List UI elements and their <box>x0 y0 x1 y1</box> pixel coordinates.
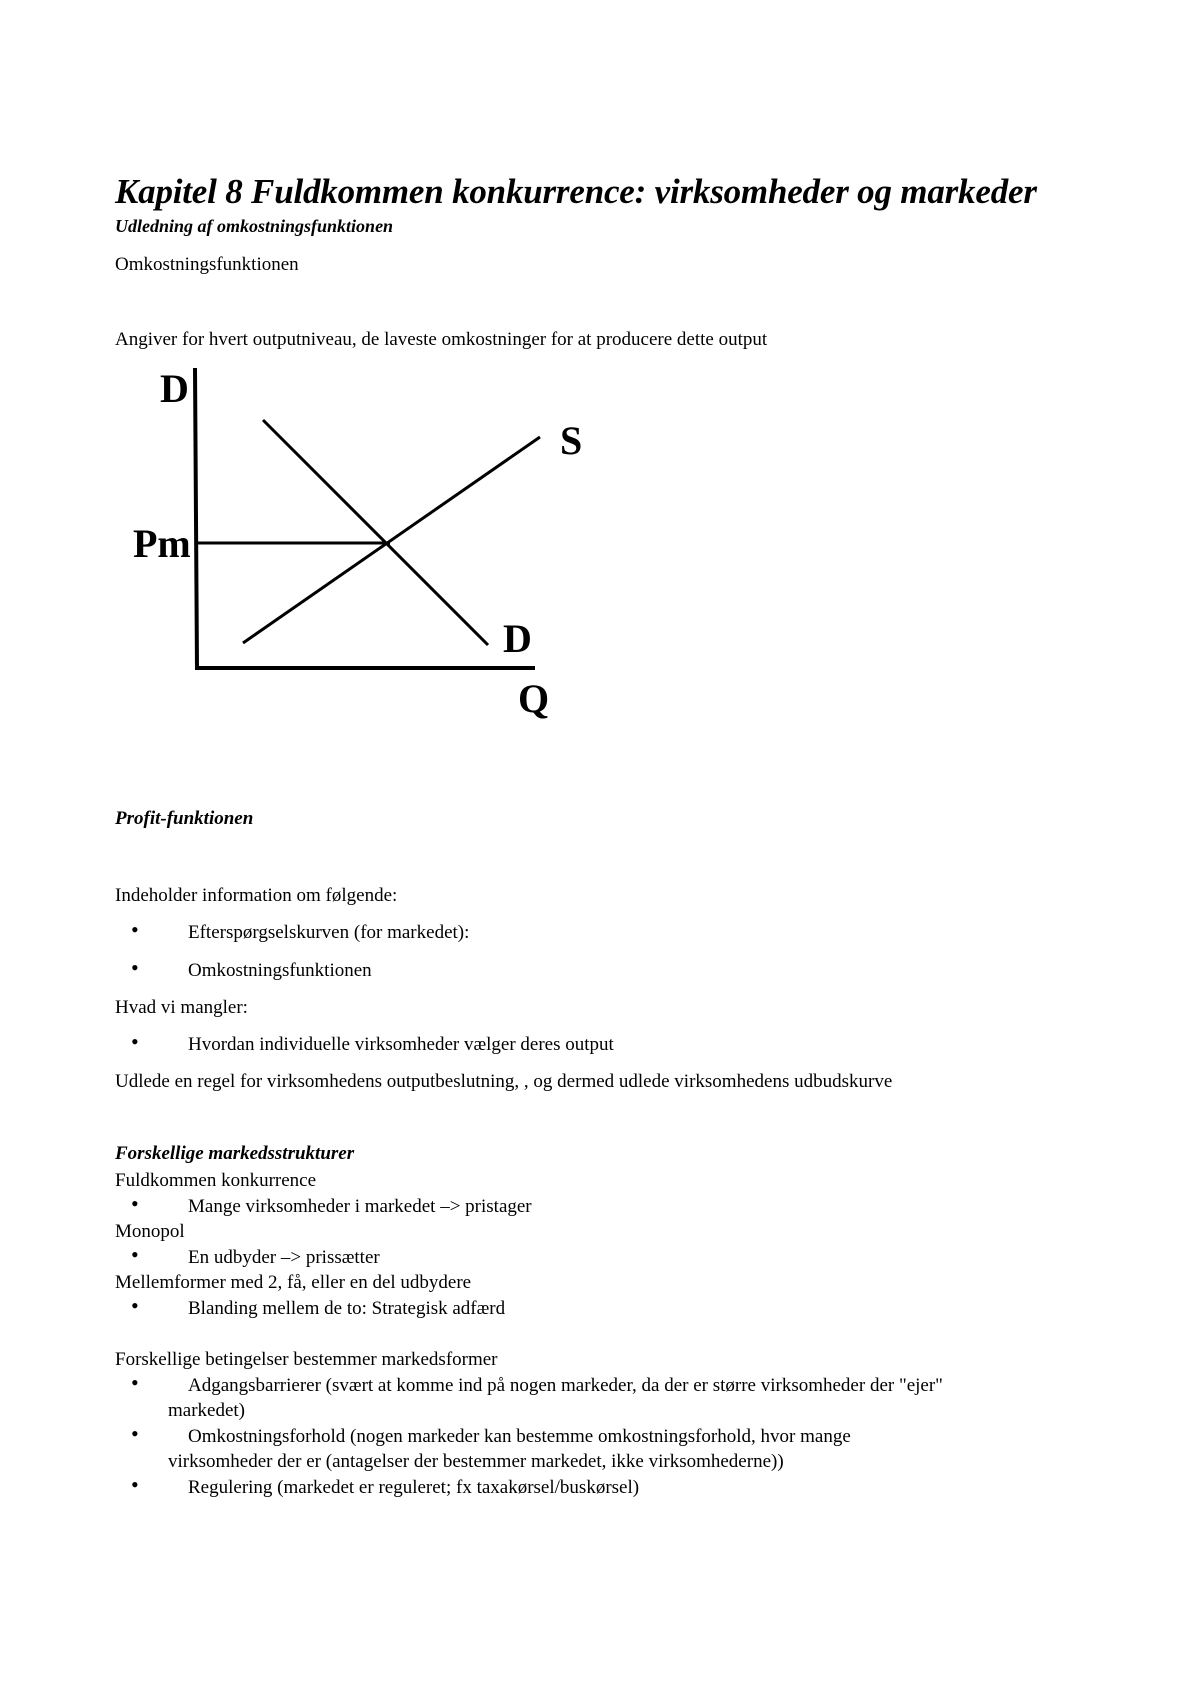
conditions-heading: Forskellige betingelser bestemmer markedsformer <box>115 1349 498 1370</box>
price-label: Pm <box>133 521 191 566</box>
bullet-symbol: • <box>131 1191 139 1216</box>
supply-curve <box>243 437 540 643</box>
demand-curve <box>263 420 488 645</box>
list-item: Hvordan individuelle virksomheder vælger deres output <box>188 1034 614 1055</box>
term-cost-function: Omkostningsfunktionen <box>115 254 299 275</box>
list-item: Blanding mellem de to: Strategisk adfærd <box>188 1298 506 1319</box>
bullet-symbol: • <box>131 1293 139 1318</box>
bullet-symbol: • <box>131 1370 139 1395</box>
section-heading-cost-function: Udledning af omkostningsfunktionen <box>115 216 394 236</box>
profit-intro: Indeholder information om følgende: <box>115 885 398 906</box>
section-heading-profit-function: Profit-funktionen <box>115 808 254 829</box>
list-item: Omkostningsforhold (nogen markeder kan bestemme omkostningsforhold, hvor mange <box>188 1426 851 1447</box>
bullet-symbol: • <box>131 955 139 980</box>
conclusion-text: Udlede en regel for virksomhedens outputbeslutning, , og dermed udlede virksomhedens udbudskurve <box>115 1071 893 1092</box>
section-heading-market-structures: Forskellige markedsstrukturer <box>115 1143 355 1164</box>
y-axis <box>195 368 197 670</box>
structure-name: Monopol <box>115 1221 185 1242</box>
bullet-symbol: • <box>131 917 139 942</box>
supply-demand-figure <box>125 360 605 730</box>
list-item: Omkostningsfunktionen <box>188 960 372 981</box>
list-item: Adgangsbarrierer (svært at komme ind på nogen markeder, da der er større virksomheder der "ejer" <box>188 1375 943 1396</box>
page-title: Kapitel 8 Fuldkommen konkurrence: virksomheder og markeder <box>115 172 1037 211</box>
x-axis-label: Q <box>518 676 550 721</box>
bullet-symbol: • <box>131 1421 139 1446</box>
list-item-continuation: virksomheder der er (antagelser der bestemmer markedet, ikke virksomhederne)) <box>168 1451 784 1472</box>
bullet-symbol: • <box>131 1242 139 1267</box>
list-item: En udbyder –> prissætter <box>188 1247 380 1268</box>
structure-name: Fuldkommen konkurrence <box>115 1170 317 1191</box>
list-item: Mange virksomheder i markedet –> pristager <box>188 1196 532 1217</box>
supply-label: S <box>560 418 583 463</box>
structure-name: Mellemformer med 2, få, eller en del udbydere <box>115 1272 472 1293</box>
demand-label: D <box>503 616 532 661</box>
definition-text: Angiver for hvert outputniveau, de laveste omkostninger for at producere dette output <box>115 329 768 350</box>
missing-label: Hvad vi mangler: <box>115 997 248 1018</box>
list-item: Efterspørgselskurven (for markedet): <box>188 922 470 943</box>
list-item-continuation: markedet) <box>168 1400 246 1421</box>
list-item: Regulering (markedet er reguleret; fx taxakørsel/buskørsel) <box>188 1477 640 1498</box>
bullet-symbol: • <box>131 1472 139 1497</box>
y-axis-label: D <box>160 366 189 411</box>
bullet-symbol: • <box>131 1029 139 1054</box>
